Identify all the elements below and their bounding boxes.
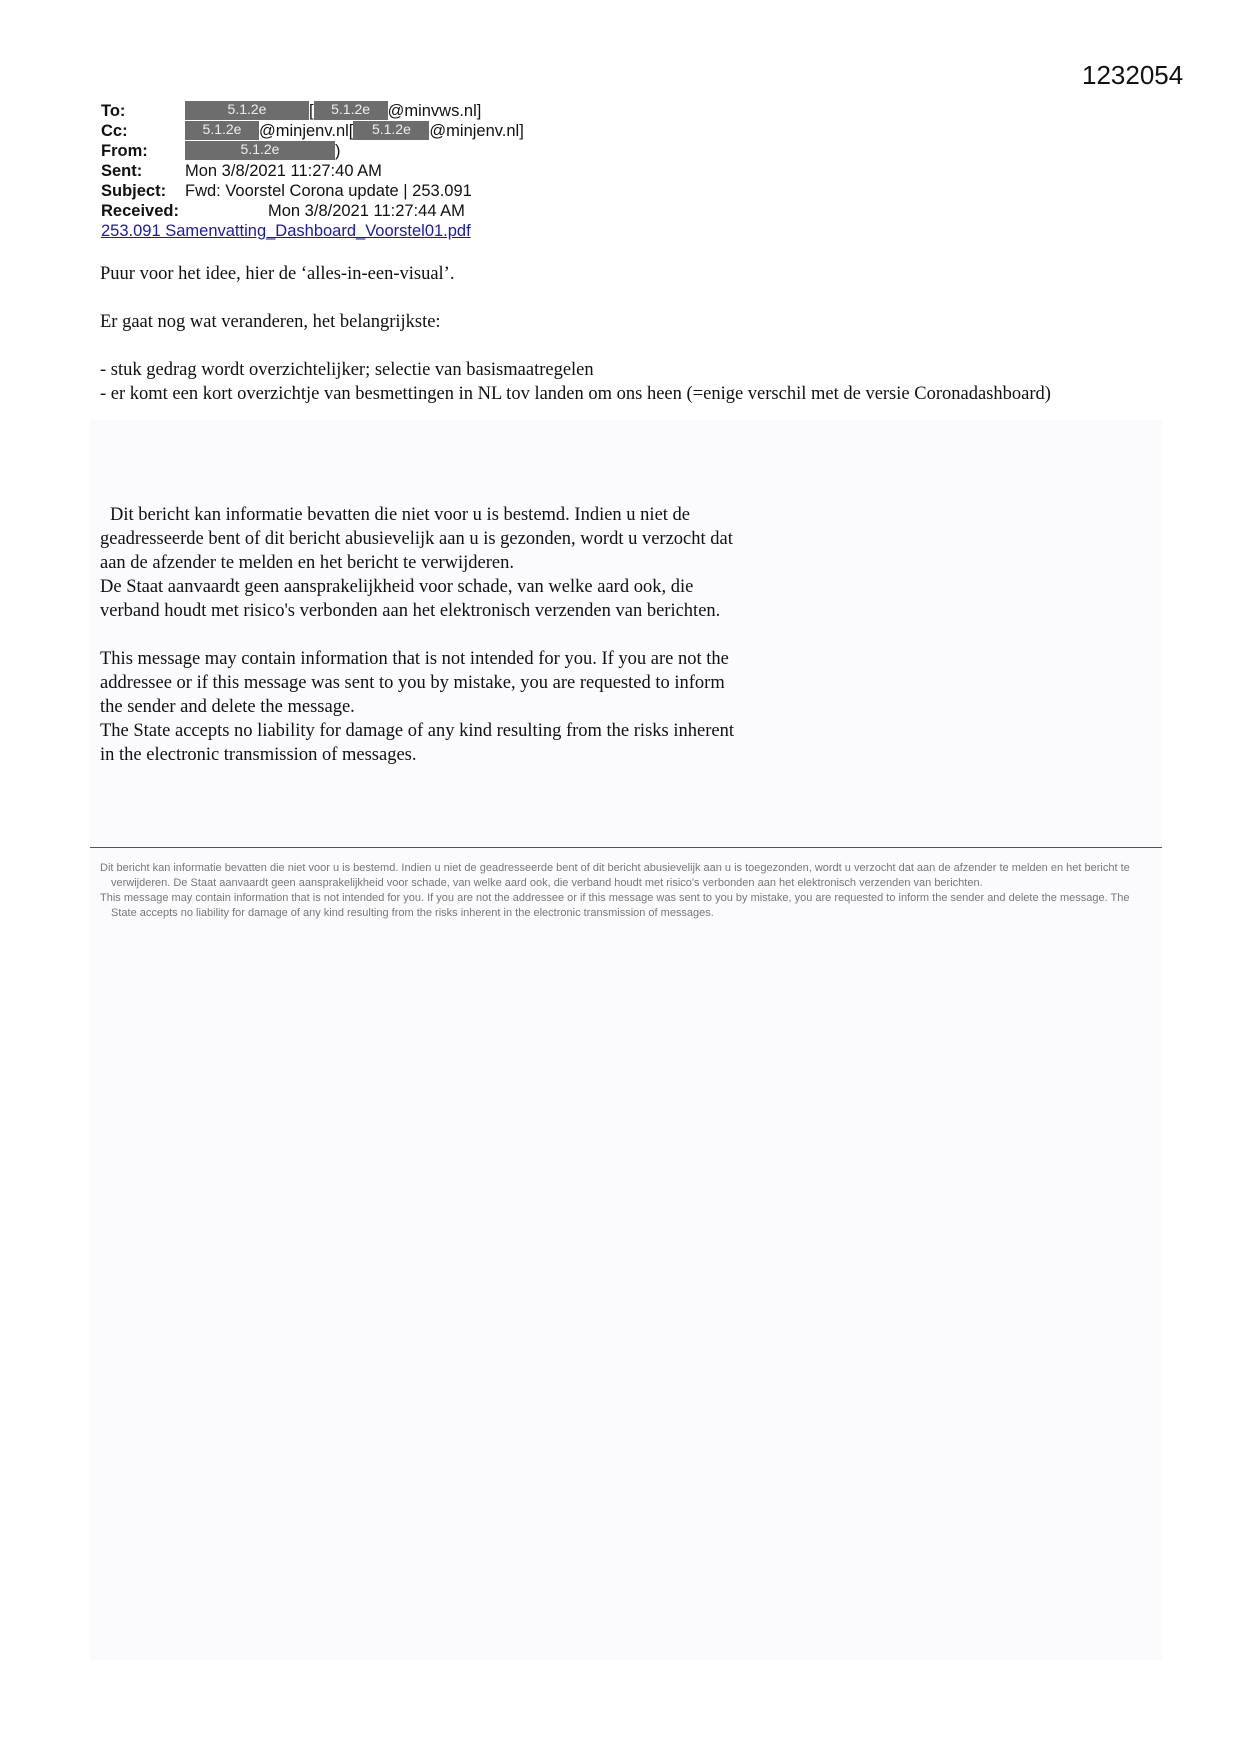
subject-label: Subject:: [101, 182, 167, 200]
to-domain: @minvws.nl]: [387, 102, 482, 120]
footer-nl: Dit bericht kan informatie bevatten die niet voor u is bestemd. Indien u niet de geadresseerde bent of dit bericht abusievelijk aan u is toegezonden, wordt u verzocht dat aan de afzender te melden en het bericht te verwijderen. De Staat aanvaardt geen aansprakelijkheid voor schade, van welke aard ook, die verband houdt met risico's verbonden aan het elektronisch verzenden van berichten.: [100, 862, 1130, 889]
redacted-block: 5.1.2e: [185, 141, 335, 160]
disclaimer-nl-2: De Staat aanvaardt geen aansprakelijkheid voor schade, van welke aard ook, die verband houdt met risico's verbonden aan het elektronisch verzenden van berichten.: [100, 577, 721, 621]
from-row: [101, 141, 471, 161]
sent-value: Mon 3/8/2021 11:27:40 AM: [185, 162, 382, 180]
redacted-block: 5.1.2e: [185, 101, 309, 120]
document-number: 1232054: [1082, 60, 1184, 90]
cc-label: Cc:: [101, 122, 128, 140]
disclaimer-en: This message may contain information that is not intended for you. If you are not the addressee or if this message was sent to you by mistake, you are requested to inform the sender and delete the message.: [100, 649, 729, 717]
cc-domain: @minjenv.nl]: [429, 122, 524, 140]
to-row: [101, 101, 482, 121]
to-label: To:: [101, 102, 126, 120]
cc-row: [101, 121, 524, 141]
body-paragraph: Er gaat nog wat veranderen, het belangrijkste:: [100, 312, 441, 332]
sent-label: Sent:: [101, 162, 143, 180]
footer-disclaimer: [100, 861, 1140, 921]
attachment-link[interactable]: 253.091 Samenvatting_Dashboard_Voorstel01.pdf: [101, 222, 471, 240]
divider: [90, 847, 1162, 848]
received-value: Mon 3/8/2021 11:27:44 AM: [268, 202, 465, 220]
bullet-item: - er komt een kort overzichtje van besmettingen in NL tov landen om ons heen (=enige verschil met de versie Coronadashboard): [100, 384, 1051, 404]
footer-en: This message may contain information that is not intended for you. If you are not the addressee or if this message was sent to you by mistake, you are requested to inform the sender and delete the message. The State accepts no liability for damage of any kind resulting from the risks inherent in the electronic transmission of messages.: [100, 892, 1130, 919]
bullet-item: - stuk gedrag wordt overzichtelijker; selectie van basismaatregelen: [100, 360, 594, 380]
disclaimer-nl: Dit bericht kan informatie bevatten die niet voor u is bestemd. Indien u niet de geadresseerde bent of dit bericht abusievelijk aan u is gezonden, wordt u verzocht dat aan de afzender te melden en het bericht te verwijderen.: [100, 505, 733, 573]
sent-row: [101, 161, 471, 181]
redacted-block: 5.1.2e: [353, 121, 429, 140]
body-paragraph: Puur voor het idee, hier de ‘alles-in-een-visual’.: [100, 264, 455, 284]
email-body: [100, 262, 1060, 406]
cc-domain: @minjenv.nl[: [259, 122, 354, 140]
from-label: From:: [101, 142, 148, 160]
disclaimer: [100, 503, 740, 767]
redacted-block: 5.1.2e: [314, 101, 388, 120]
disclaimer-en-2: The State accepts no liability for damage of any kind resulting from the risks inherent in the electronic transmission of messages.: [100, 721, 734, 765]
bracket: [: [309, 102, 314, 120]
received-label: Received:: [101, 202, 179, 220]
subject-value: Fwd: Voorstel Corona update | 253.091: [185, 182, 472, 200]
received-row: [101, 201, 471, 221]
email-header: [101, 101, 524, 241]
redacted-block: 5.1.2e: [185, 121, 259, 140]
subject-row: [101, 181, 471, 201]
paren: ): [335, 142, 341, 160]
